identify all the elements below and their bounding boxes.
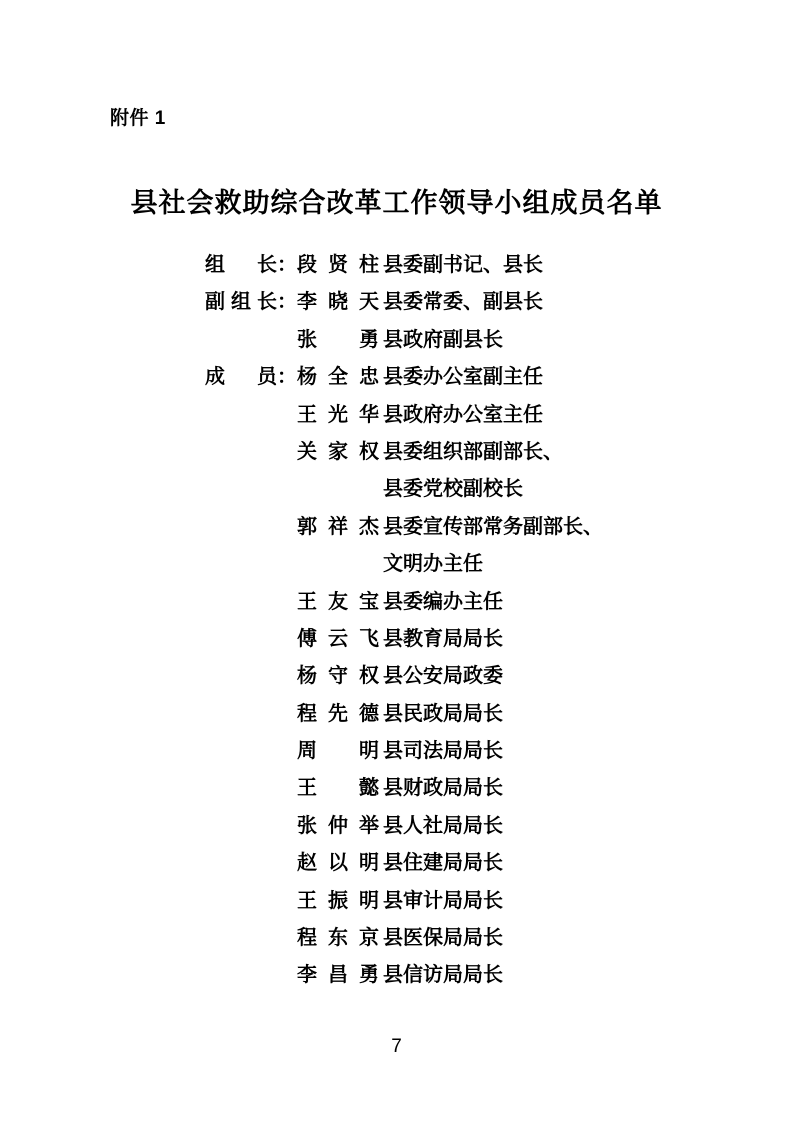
roster-name: 段贤柱 (297, 254, 379, 276)
roster-position: 县公安局政委 (383, 665, 503, 688)
roster-position: 县委副书记、县长 (383, 254, 543, 276)
roster-position: 县住建局局长 (383, 852, 503, 875)
roster-position: 县委党校副校长 (383, 478, 523, 501)
roster-position: 县委组织部副部长、 (383, 440, 563, 463)
roster-position: 县审计局局长 (383, 889, 503, 912)
roster-name: 赵以明 (297, 852, 379, 875)
roster-row (205, 809, 685, 846)
roster-role: 成 员 ： (205, 366, 297, 389)
roster-position: 县委办公室副主任 (383, 366, 543, 389)
roster-row (205, 921, 685, 958)
roster-name: 程东京 (297, 927, 379, 950)
roster-name: 程先德 (297, 702, 379, 725)
roster-position: 县委编办主任 (383, 590, 503, 613)
page-title: 县社会救助综合改革工作领导小组成员名单 (130, 188, 663, 219)
roster-name: 王友宝 (297, 590, 379, 613)
roster-row (205, 734, 685, 771)
roster-row (205, 884, 685, 921)
roster-name: 李晓天 (297, 291, 379, 314)
roster-position: 县人社局局长 (383, 814, 503, 837)
roster-position: 文明办主任 (383, 553, 483, 576)
roster-position: 县财政局局长 (383, 777, 503, 800)
roster-row (205, 622, 685, 659)
roster-row (205, 585, 685, 622)
roster-name: 李昌勇 (297, 964, 379, 987)
roster-row (205, 435, 685, 472)
roster-position: 县民政局局长 (383, 702, 503, 725)
roster-name: 张 勇 (297, 328, 379, 351)
roster-row (205, 398, 685, 435)
roster-name: 杨全忠 (297, 366, 379, 389)
roster-position: 县政府副县长 (383, 328, 503, 351)
roster-row (205, 697, 685, 734)
roster-position: 县教育局局长 (383, 627, 503, 650)
roster-row (205, 323, 685, 360)
roster-list (205, 248, 685, 996)
roster-position: 县委宣传部常务副部长、 (383, 515, 603, 538)
roster-name: 关家权 (297, 440, 379, 463)
roster-role: 组 长 ： (205, 254, 297, 276)
roster-name: 王振明 (297, 889, 379, 912)
roster-position: 县信访局局长 (383, 964, 503, 987)
roster-row (205, 248, 685, 285)
attachment-label: 附件 1 (110, 108, 166, 129)
roster-name: 周 明 (297, 740, 379, 763)
roster-name: 王光华 (297, 403, 379, 426)
page-number: 7 (391, 1036, 402, 1057)
roster-position: 县政府办公室主任 (383, 403, 543, 426)
roster-row (205, 771, 685, 808)
roster-role: 副组长 ： (205, 291, 297, 314)
roster-row (205, 285, 685, 322)
roster-row-continuation (205, 472, 685, 509)
roster-name: 傅云飞 (297, 627, 379, 650)
roster-row (205, 846, 685, 883)
roster-name: 杨守权 (297, 665, 379, 688)
roster-position: 县委常委、副县长 (383, 291, 543, 314)
roster-position: 县医保局局长 (383, 927, 503, 950)
roster-name: 郭祥杰 (297, 515, 379, 538)
roster-row (205, 360, 685, 397)
roster-name: 王 懿 (297, 777, 379, 800)
roster-row (205, 510, 685, 547)
roster-row (205, 958, 685, 995)
roster-row-continuation (205, 547, 685, 584)
roster-position: 县司法局局长 (383, 740, 503, 763)
roster-name: 张仲举 (297, 814, 379, 837)
roster-row (205, 659, 685, 696)
